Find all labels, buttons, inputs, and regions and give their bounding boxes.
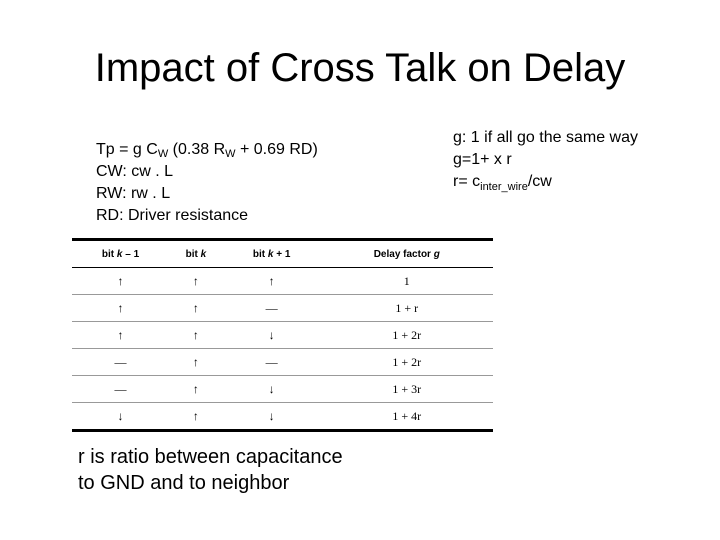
cell-bit-k: ↑ (169, 376, 223, 403)
table-row (72, 403, 493, 431)
cell-delay-factor: 1 + r (321, 295, 493, 322)
cell-bit-k-plus-1: — (223, 295, 321, 322)
cell-bit-k-minus-1: — (72, 376, 169, 403)
table-row (72, 268, 493, 295)
formula-tp-part-c: + 0.69 RD) (235, 141, 318, 158)
cell-bit-k-minus-1: ↓ (72, 403, 169, 431)
header-var: k (200, 248, 207, 260)
g-note-line-1: g: 1 if all go the same way (453, 129, 638, 146)
formula-line-rw: RW: rw . L (96, 185, 171, 202)
header-var: g (433, 248, 440, 260)
formula-rw-subscript: W (225, 148, 236, 160)
table-row (72, 295, 493, 322)
cell-delay-factor: 1 + 2r (321, 349, 493, 376)
formula-line-rd: RD: Driver resistance (96, 207, 249, 224)
g-notes-block (453, 127, 638, 193)
cell-bit-k: ↑ (169, 322, 223, 349)
cell-bit-k-minus-1: ↑ (72, 322, 169, 349)
header-text: bit (252, 248, 268, 260)
ratio-note (78, 444, 343, 496)
header-text: Delay factor (373, 248, 434, 260)
header-text: + 1 (273, 248, 291, 260)
g-note-line-3 (453, 171, 638, 193)
cell-delay-factor: 1 + 2r (321, 322, 493, 349)
g-note-subscript: inter_wire (480, 181, 528, 193)
header-text: bit (185, 248, 201, 260)
cell-bit-k-plus-1: ↓ (223, 403, 321, 431)
g-note-line-2: g=1+ x r (453, 151, 512, 168)
formula-tp-part-b: (0.38 R (168, 141, 226, 158)
cell-bit-k-minus-1: — (72, 349, 169, 376)
g-note-r-part-a: r= c (453, 173, 481, 190)
cell-bit-k-plus-1: — (223, 349, 321, 376)
header-text: – 1 (122, 248, 140, 260)
table-row (72, 322, 493, 349)
header-var: k (267, 248, 274, 260)
formula-line-tp (96, 139, 318, 161)
delay-formula-block (96, 139, 318, 227)
ratio-note-line-1: r is ratio between capacitance (78, 446, 343, 468)
cell-bit-k-plus-1: ↓ (223, 376, 321, 403)
slide-title: Impact of Cross Talk on Delay (94, 46, 626, 90)
delay-factor-table (72, 238, 493, 432)
cell-bit-k: ↑ (169, 295, 223, 322)
cell-bit-k-minus-1: ↑ (72, 295, 169, 322)
cell-delay-factor: 1 + 4r (321, 403, 493, 431)
cell-bit-k-minus-1: ↑ (72, 268, 169, 295)
cell-delay-factor: 1 + 3r (321, 376, 493, 403)
table-row (72, 376, 493, 403)
cell-bit-k: ↑ (169, 349, 223, 376)
cell-bit-k: ↑ (169, 403, 223, 431)
g-note-r-part-b: /cw (527, 173, 552, 190)
formula-cw-subscript: W (157, 148, 169, 160)
header-bit-k-plus-1 (223, 240, 321, 268)
ratio-note-line-2: to GND and to neighbor (78, 472, 290, 494)
cell-bit-k-plus-1: ↑ (223, 268, 321, 295)
header-text: bit (101, 248, 117, 260)
table-header-row (72, 240, 493, 268)
header-bit-k-minus-1 (72, 240, 169, 268)
formula-line-cw: CW: cw . L (96, 163, 174, 180)
cell-bit-k: ↑ (169, 268, 223, 295)
cell-bit-k-plus-1: ↓ (223, 322, 321, 349)
header-var: k (116, 248, 123, 260)
cell-delay-factor: 1 (321, 268, 493, 295)
formula-tp-part-a: Tp = g C (96, 141, 158, 158)
header-delay-factor (321, 240, 493, 268)
table-row (72, 349, 493, 376)
header-bit-k (169, 240, 223, 268)
